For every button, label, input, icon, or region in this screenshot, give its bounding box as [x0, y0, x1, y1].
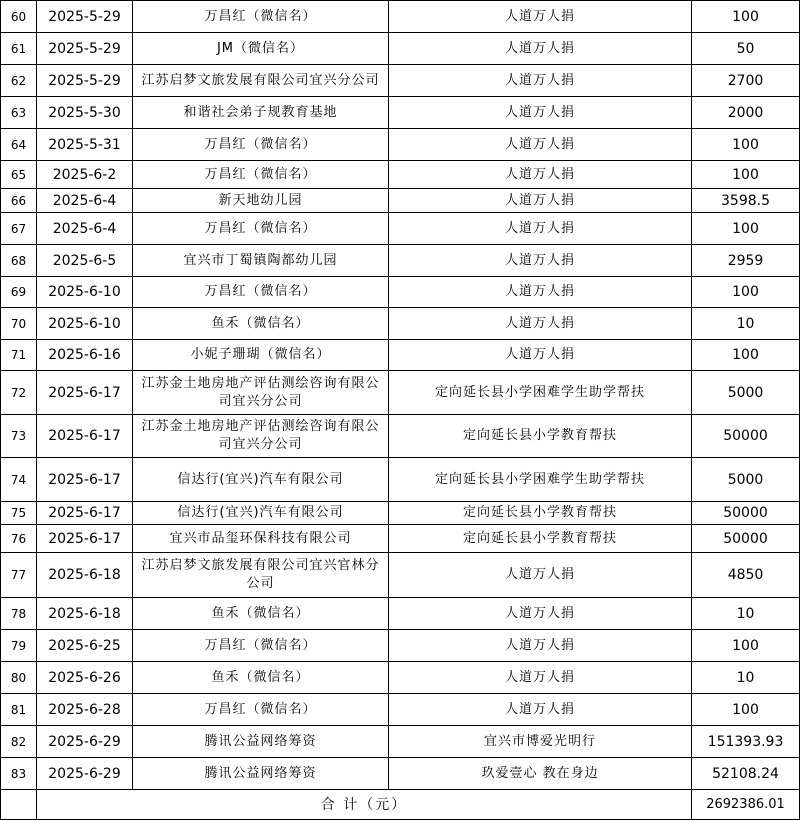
donation-date: 2025-5-30 [37, 97, 133, 129]
row-number: 67 [1, 213, 37, 245]
donation-purpose: 人道万人捐 [389, 129, 692, 161]
donation-purpose: 定向延长县小学教育帮扶 [389, 415, 692, 458]
row-number: 68 [1, 245, 37, 277]
donation-purpose: 人道万人捐 [389, 189, 692, 213]
donation-date: 2025-6-17 [37, 502, 133, 525]
donor-name: 万昌红（微信名） [133, 1, 389, 33]
donation-purpose: 玖爱壹心 教在身边 [389, 758, 692, 790]
table-row [1, 340, 800, 371]
donation-amount: 10 [692, 662, 800, 694]
donation-amount: 100 [692, 630, 800, 662]
table-row [1, 726, 800, 758]
donor-name: 鱼禾（微信名） [133, 598, 389, 630]
donation-amount: 50000 [692, 415, 800, 458]
table-row [1, 662, 800, 694]
donation-date: 2025-6-17 [37, 415, 133, 458]
donor-name: 和谐社会弟子规教育基地 [133, 97, 389, 129]
donation-purpose: 人道万人捐 [389, 340, 692, 371]
total-label: 合 计（元） [37, 790, 692, 820]
donation-purpose: 人道万人捐 [389, 598, 692, 630]
table-row [1, 758, 800, 790]
row-number: 80 [1, 662, 37, 694]
donor-name: 宜兴市丁蜀镇陶都幼儿园 [133, 245, 389, 277]
donation-date: 2025-6-17 [37, 371, 133, 415]
donation-date: 2025-6-26 [37, 662, 133, 694]
donor-name: 小妮子珊瑚（微信名） [133, 340, 389, 371]
table-row [1, 458, 800, 502]
donation-date: 2025-6-4 [37, 213, 133, 245]
table-row [1, 129, 800, 161]
donation-date: 2025-6-10 [37, 277, 133, 308]
donation-purpose: 宜兴市博爱光明行 [389, 726, 692, 758]
donor-name: JM（微信名） [133, 33, 389, 65]
donation-purpose: 人道万人捐 [389, 213, 692, 245]
donation-date: 2025-5-31 [37, 129, 133, 161]
donation-purpose: 定向延长县小学困难学生助学帮扶 [389, 458, 692, 502]
row-number: 60 [1, 1, 37, 33]
donation-purpose: 人道万人捐 [389, 662, 692, 694]
donor-name: 江苏启梦文旅发展有限公司宜兴官林分公司 [133, 553, 389, 598]
donor-name: 江苏启梦文旅发展有限公司宜兴分公司 [133, 65, 389, 97]
row-number: 73 [1, 415, 37, 458]
donation-amount: 3598.5 [692, 189, 800, 213]
row-number: 61 [1, 33, 37, 65]
table-row [1, 213, 800, 245]
donation-purpose: 人道万人捐 [389, 1, 692, 33]
table-row [1, 33, 800, 65]
row-number: 70 [1, 308, 37, 340]
total-row [1, 790, 800, 820]
donation-date: 2025-6-28 [37, 694, 133, 726]
row-number: 66 [1, 189, 37, 213]
donation-purpose: 人道万人捐 [389, 245, 692, 277]
row-number: 78 [1, 598, 37, 630]
row-number: 71 [1, 340, 37, 371]
table-row [1, 189, 800, 213]
donor-name: 新天地幼儿园 [133, 189, 389, 213]
table-row [1, 65, 800, 97]
donation-amount: 50 [692, 33, 800, 65]
donation-purpose: 人道万人捐 [389, 553, 692, 598]
donation-amount: 100 [692, 129, 800, 161]
donation-purpose: 人道万人捐 [389, 277, 692, 308]
donation-date: 2025-6-17 [37, 525, 133, 553]
total-amount: 2692386.01 [692, 790, 800, 820]
donor-name: 万昌红（微信名） [133, 630, 389, 662]
donation-amount: 100 [692, 694, 800, 726]
donation-date: 2025-6-5 [37, 245, 133, 277]
donation-date: 2025-6-29 [37, 726, 133, 758]
row-number: 69 [1, 277, 37, 308]
donation-amount: 2000 [692, 97, 800, 129]
donation-purpose: 人道万人捐 [389, 694, 692, 726]
table-row [1, 277, 800, 308]
row-number: 77 [1, 553, 37, 598]
row-number: 64 [1, 129, 37, 161]
donation-date: 2025-6-10 [37, 308, 133, 340]
table-row [1, 415, 800, 458]
donor-name: 江苏金土地房地产评估测绘咨询有限公司宜兴分公司 [133, 415, 389, 458]
row-number: 82 [1, 726, 37, 758]
donation-amount: 100 [692, 213, 800, 245]
donor-name: 信达行(宜兴)汽车有限公司 [133, 458, 389, 502]
donation-table-body [1, 1, 800, 820]
table-row [1, 97, 800, 129]
donor-name: 江苏金土地房地产评估测绘咨询有限公司宜兴分公司 [133, 371, 389, 415]
donor-name: 万昌红（微信名） [133, 277, 389, 308]
donation-purpose: 人道万人捐 [389, 161, 692, 189]
table-row [1, 371, 800, 415]
donor-name: 万昌红（微信名） [133, 161, 389, 189]
row-number: 76 [1, 525, 37, 553]
donation-date: 2025-6-18 [37, 598, 133, 630]
donation-date: 2025-6-2 [37, 161, 133, 189]
donation-date: 2025-5-29 [37, 65, 133, 97]
donor-name: 万昌红（微信名） [133, 129, 389, 161]
table-row [1, 1, 800, 33]
donation-amount: 2959 [692, 245, 800, 277]
table-row [1, 598, 800, 630]
donation-date: 2025-6-29 [37, 758, 133, 790]
donation-date: 2025-6-4 [37, 189, 133, 213]
donor-name: 鱼禾（微信名） [133, 308, 389, 340]
donation-amount: 5000 [692, 458, 800, 502]
donation-amount: 52108.24 [692, 758, 800, 790]
row-number: 79 [1, 630, 37, 662]
donation-date: 2025-6-16 [37, 340, 133, 371]
row-number: 81 [1, 694, 37, 726]
donor-name: 宜兴市品玺环保科技有限公司 [133, 525, 389, 553]
donation-amount: 100 [692, 277, 800, 308]
donation-date: 2025-5-29 [37, 1, 133, 33]
table-row [1, 630, 800, 662]
donation-date: 2025-6-25 [37, 630, 133, 662]
table-row [1, 161, 800, 189]
donor-name: 鱼禾（微信名） [133, 662, 389, 694]
donation-purpose: 人道万人捐 [389, 630, 692, 662]
donation-amount: 100 [692, 161, 800, 189]
donation-amount: 2700 [692, 65, 800, 97]
donation-amount: 151393.93 [692, 726, 800, 758]
donation-date: 2025-6-18 [37, 553, 133, 598]
row-number: 62 [1, 65, 37, 97]
row-number: 74 [1, 458, 37, 502]
donor-name: 万昌红（微信名） [133, 213, 389, 245]
donation-amount: 5000 [692, 371, 800, 415]
donation-amount: 10 [692, 598, 800, 630]
donation-amount: 50000 [692, 502, 800, 525]
donation-purpose: 人道万人捐 [389, 308, 692, 340]
donation-amount: 100 [692, 340, 800, 371]
donation-purpose: 人道万人捐 [389, 33, 692, 65]
table-row [1, 245, 800, 277]
donation-amount: 50000 [692, 525, 800, 553]
donation-purpose: 人道万人捐 [389, 97, 692, 129]
table-row [1, 525, 800, 553]
donation-date: 2025-5-29 [37, 33, 133, 65]
donation-purpose: 定向延长县小学困难学生助学帮扶 [389, 371, 692, 415]
donor-name: 腾讯公益网络筹资 [133, 726, 389, 758]
donation-amount: 10 [692, 308, 800, 340]
donation-purpose: 定向延长县小学教育帮扶 [389, 502, 692, 525]
donation-amount: 100 [692, 1, 800, 33]
donation-purpose: 定向延长县小学教育帮扶 [389, 525, 692, 553]
row-number: 65 [1, 161, 37, 189]
row-number: 63 [1, 97, 37, 129]
donor-name: 腾讯公益网络筹资 [133, 758, 389, 790]
table-row [1, 308, 800, 340]
donor-name: 信达行(宜兴)汽车有限公司 [133, 502, 389, 525]
donation-date: 2025-6-17 [37, 458, 133, 502]
row-number: 75 [1, 502, 37, 525]
row-number: 83 [1, 758, 37, 790]
donor-name: 万昌红（微信名） [133, 694, 389, 726]
row-number: 72 [1, 371, 37, 415]
table-row [1, 694, 800, 726]
total-row-number [1, 790, 37, 820]
donation-purpose: 人道万人捐 [389, 65, 692, 97]
table-row [1, 502, 800, 525]
table-row [1, 553, 800, 598]
donation-amount: 4850 [692, 553, 800, 598]
